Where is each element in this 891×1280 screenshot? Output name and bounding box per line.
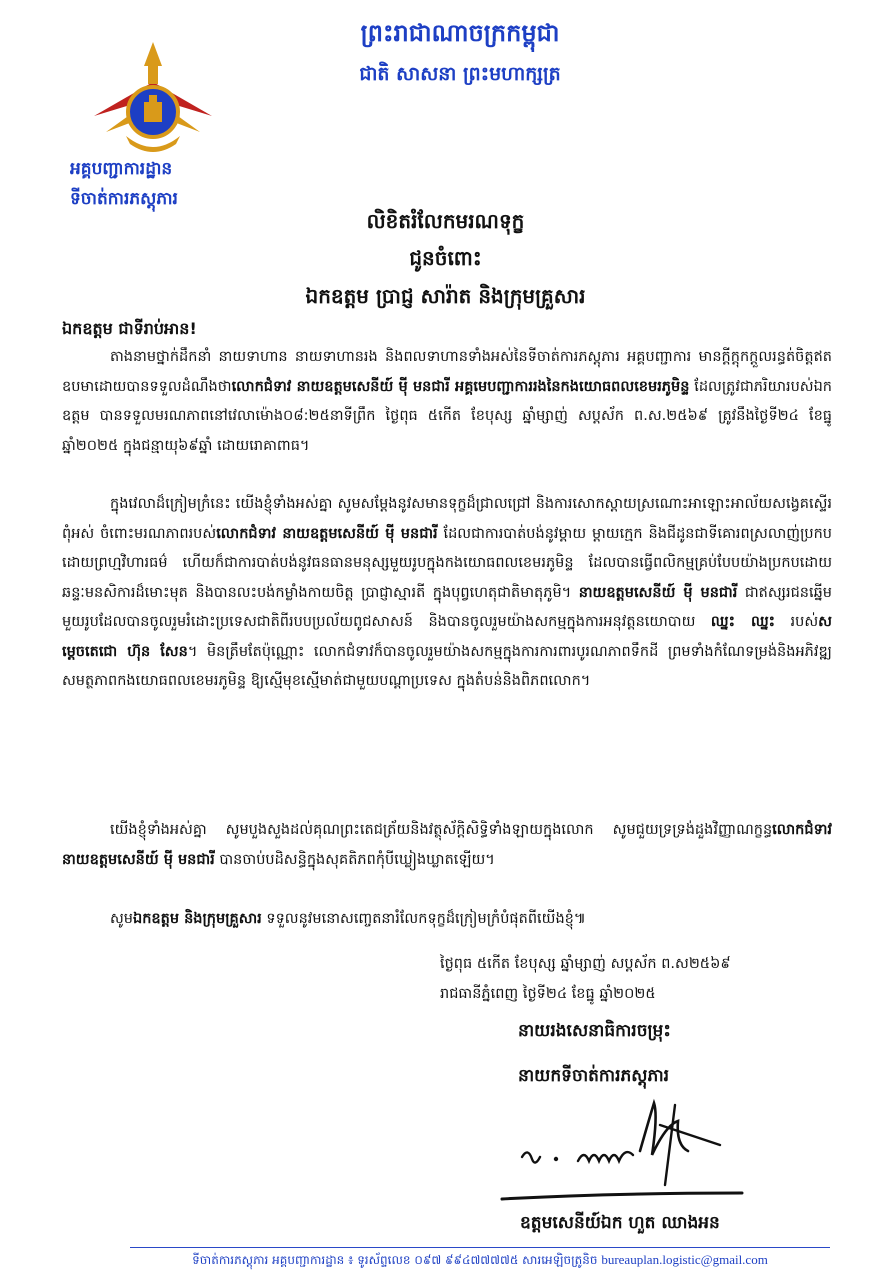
signer-name: ឧត្តមសេនីយ៍ឯក ហួត ឈាងអន xyxy=(520,1213,720,1233)
ministry-emblem-icon xyxy=(86,40,220,160)
letter-title: លិខិតរំលែកមរណទុក្ខ xyxy=(366,209,525,233)
lunar-date: ថ្ងៃពុធ ៥កើត ខែបុស្ស ឆ្នាំម្សាញ់ សប្តស័ក ព.ស២៥៦៩ xyxy=(440,956,731,972)
letter-recipient: ឯកឧត្តម ប្រាជ្ញ សារ៉ាត និងក្រុមគ្រួសារ xyxy=(305,284,586,308)
paragraph-3: យើងខ្ញុំទាំងអស់គ្នា សូមបួងសួងដល់គុណព្រះតេជត្រ័យនិងវត្ថុស័ក្តិសិទ្ធិទាំងឡាយក្នុងលោក សូមជួយទ្រទ្រង់ដួងវិញ្ញាណក្ខន្ធលោកជំទាវ នាយឧត្តមសេនីយ៍ ម៉ី មនជារី បានចាប់បដិសន្ធិក្នុងសុគតិភពកុំបីឃ្លៀងឃ្លាតឡើយ។ xyxy=(62,822,832,868)
signer-role-2: នាយកទីចាត់ការភស្តុភារ xyxy=(518,1066,670,1086)
paragraph-1: តាងនាមថ្នាក់ដឹកនាំ នាយទាហាន នាយទាហានរង និងពលទាហានទាំងអស់នៃទីចាត់ការភស្តុភារ អគ្គបញ្ជាការ មានក្តីក្តុកក្តួលរន្ធត់ចិត្តឥតឧបមាដោយបានទទួលដំណឹងថាលោកជំទាវ នាយឧត្តមសេនីយ៍ ម៉ី មនជារី អគ្គមេបញ្ជាការរងនៃកងយោធពលខេមរភូមិន្ទ ដែលត្រូវជាភរិយារបស់ឯកឧត្តម បានទទួលមរណភាពនៅវេលាម៉ោង០៨:២៥នាទីព្រឹក ថ្ងៃពុធ ៥កើត ខែបុស្ស ឆ្នាំម្សាញ់ សប្តស័ក ព.ស.២៥៦៩ ត្រូវនឹងថ្ងៃទី២៤ ខែធ្នូ ឆ្នាំ២០២៥ ក្នុងជន្មាយុ៦៩ឆ្នាំ ដោយរោគាពាធ។ xyxy=(62,349,832,454)
kingdom-title: ព្រះរាជាណាចក្រកម្ពុជា xyxy=(360,19,560,47)
signer-role-1: នាយរងសេនាធិការចម្រុះ xyxy=(518,1021,671,1041)
org-name: អគ្គបញ្ជាការដ្ឋាន xyxy=(70,159,173,179)
paragraph-2: ក្នុងវេលាដ៏ក្រៀមក្រំនេះ យើងខ្ញុំទាំងអស់គ្នា សូមសម្តែងនូវសមានទុក្ខដ៏ជ្រាលជ្រៅ និងការសោកស្តាយស្រណោះអាឡោះអាល័យសង្វេគស្ទើរពុំអស់ ចំពោះមរណភាពរបស់លោកជំទាវ នាយឧត្តមសេនីយ៍ ម៉ី មនជារី ដែលជាការបាត់បង់នូវម្តាយ ម្តាយក្មេក និងជីដូនជាទីគោរពស្រលាញ់ប្រកបដោយព្រហ្មវិហារធម៌ ហើយក៏ជាការបាត់បង់នូវធនធានមនុស្សមួយរូបក្នុងកងយោធពលខេមរភូមិន្ទ ដែលបានធ្វើពលិកម្មគ្រប់បែបយ៉ាងប្រកបដោយឆន្ទៈមនសិការដ៏មោះមុត និងបានលះបង់កម្លាំងកាយចិត្ត ប្រាជ្ញាស្មារតី ក្នុងបុព្វហេតុជាតិមាតុភូមិ។ នាយឧត្តមសេនីយ៍ ម៉ី មនជារី ជាឥស្សរជនឆ្នើមមួយរូបដែលបានចូលរួមរំដោះប្រទេសជាតិពីរបបប្រល័យពូជសាសន៍ និងបានចូលរួមយ៉ាងសកម្មក្នុងការអនុវត្តនយោបាយ ឈ្នះ ឈ្នះ របស់សម្តេចតេជោ ហ៊ុន សែន។ មិនត្រឹមតែប៉ុណ្ណោះ លោកជំទាវក៏បានចូលរួមយ៉ាងសកម្មក្នុងការការពារបូរណភាពទឹកដី ព្រមទាំងកំណែទម្រង់និងអភិវឌ្ឍសមត្ថភាពកងយោធពលខេមរភូមិន្ទ ឱ្យស្មើមុខស្មើមាត់ជាមួយបណ្តាប្រទេស ក្នុងតំបន់និងពិភពលោក។ xyxy=(62,496,833,689)
letter-recipient-label: ជូនចំពោះ xyxy=(409,246,482,270)
national-motto: ជាតិ សាសនា ព្រះមហាក្សត្រ xyxy=(359,63,561,85)
closing-line: សូមឯកឧត្តម និងក្រុមគ្រួសារ ទទួលនូវមនោសញ្ចេតនារំលែកទុក្ខដ៏ក្រៀមក្រំបំផុតពីយើងខ្ញុំ៕ xyxy=(110,911,586,927)
solar-date: រាជធានីភ្នំពេញ ថ្ងៃទី២៤ ខែធ្នូ ឆ្នាំ២០២៥ xyxy=(440,986,656,1002)
footer-contact: ទីចាត់ការភស្តុភារ អគ្គបញ្ជាការដ្ឋាន ៖ ទូរស័ព្ទលេខ ០៩៧ ៩៩៤៧៧៧៧៥ សារអេឡិចត្រូនិច bureauplan.logistic@gmail.com xyxy=(192,1252,768,1267)
footer-divider xyxy=(130,1247,830,1248)
handwritten-signature-icon xyxy=(500,1095,760,1210)
contact-email-link[interactable]: bureauplan.logistic@gmail.com xyxy=(601,1252,768,1267)
salutation: ឯកឧត្តម ជាទីរាប់អាន! xyxy=(62,319,197,338)
department-name: ទីចាត់ការភស្តុភារ xyxy=(70,189,178,209)
